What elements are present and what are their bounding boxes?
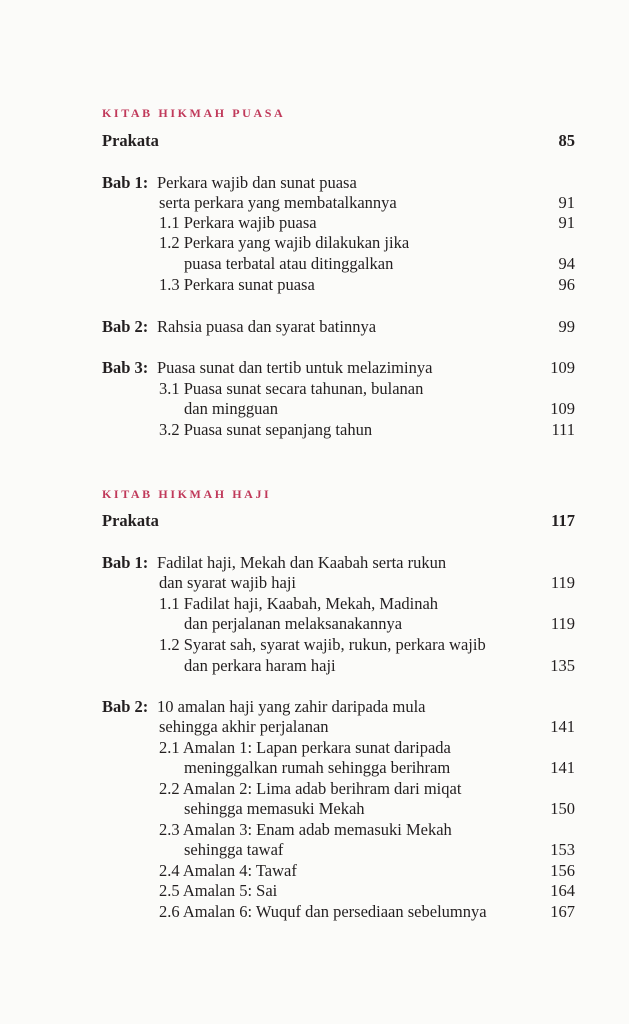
page-number: 156 [550,861,575,880]
entry-text: 2.2 Amalan 2: Lima adab berihram dari miqat [159,779,462,798]
toc-entry [0,193,629,213]
page-number: 119 [550,614,575,633]
toc-entry [0,799,629,819]
page-number: 153 [550,840,575,859]
toc-prakata-haji [0,511,629,531]
toc-entry [0,254,629,274]
bab-label: Bab 1: [102,553,149,572]
entry-text: 1.2 Perkara yang wajib dilakukan jika [159,233,410,252]
toc-entry [0,573,629,593]
toc-entry [0,594,629,614]
toc-entry [0,840,629,860]
entry-text: dan perjalanan melaksanakannya [184,614,403,633]
toc-entry [0,881,629,901]
page-number: 141 [550,717,575,736]
toc-entry [0,902,629,922]
entry-text: 1.1 Fadilat haji, Kaabah, Mekah, Madinah [159,594,439,613]
toc-entry [0,861,629,881]
toc-entry [0,213,629,233]
entry-text: 2.5 Amalan 5: Sai [159,881,278,900]
page-number: 119 [550,573,575,592]
page-number: 91 [558,213,575,232]
toc-entry [0,233,629,253]
entry-text: meninggalkan rumah sehingga berihram [184,758,451,777]
entry-text: dan syarat wajib haji [159,573,296,592]
prakata-label: Prakata [102,511,159,530]
toc-entry [0,717,629,737]
toc-entry [0,779,629,799]
toc-entry [0,275,629,295]
entry-text: 1.3 Perkara sunat puasa [159,275,315,294]
entry-text: sehingga tawaf [184,840,284,859]
entry-text: sehingga akhir perjalanan [159,717,329,736]
entry-text: Rahsia puasa dan syarat batinnya [157,317,377,336]
page-number: 135 [550,656,575,675]
entry-text: dan mingguan [184,399,278,418]
prakata-label: Prakata [102,131,159,150]
page-number: 109 [550,358,575,377]
entry-text: 2.4 Amalan 4: Tawaf [159,861,297,880]
toc-entry [0,173,629,193]
page-number: 167 [550,902,575,921]
bab-label: Bab 2: [102,317,149,336]
toc-entry [0,656,629,676]
entry-text: puasa terbatal atau ditinggalkan [184,254,394,273]
page-number: 91 [558,193,575,212]
section-title-haji: KITAB HIKMAH HAJI [102,487,272,501]
toc-entry [0,820,629,840]
toc-entry [0,553,629,573]
page-number: 109 [550,399,575,418]
toc-entry [0,317,629,337]
entry-text: sehingga memasuki Mekah [184,799,365,818]
toc-entry [0,358,629,378]
entry-text: serta perkara yang membatalkannya [159,193,397,212]
bab-label: Bab 3: [102,358,149,377]
section-title-puasa: KITAB HIKMAH PUASA [102,106,286,120]
entry-text: 1.1 Perkara wajib puasa [159,213,317,232]
toc-entry [0,614,629,634]
bab-label: Bab 1: [102,173,149,192]
toc-entry [0,635,629,655]
entry-text: Fadilat haji, Mekah dan Kaabah serta rukun [157,553,447,572]
page-number: 111 [551,420,575,439]
toc-entry [0,738,629,758]
page-number: 164 [550,881,575,900]
entry-text: 1.2 Syarat sah, syarat wajib, rukun, perkara wajib [159,635,486,654]
page-number: 96 [558,275,575,294]
bab-label: Bab 2: [102,697,149,716]
toc-prakata-puasa [0,131,629,151]
toc-entry [0,379,629,399]
entry-text: 2.3 Amalan 3: Enam adab memasuki Mekah [159,820,452,839]
entry-text: 2.1 Amalan 1: Lapan perkara sunat daripada [159,738,451,757]
toc-entry [0,697,629,717]
toc-entry [0,758,629,778]
entry-text: dan perkara haram haji [184,656,336,675]
page-number: 117 [551,511,575,530]
page-number: 94 [558,254,575,273]
toc-entry [0,420,629,440]
page-number: 150 [550,799,575,818]
page-number: 141 [550,758,575,777]
entry-text: Perkara wajib dan sunat puasa [157,173,357,192]
entry-text: 3.2 Puasa sunat sepanjang tahun [159,420,373,439]
page-number: 99 [558,317,575,336]
entry-text: 3.1 Puasa sunat secara tahunan, bulanan [159,379,424,398]
entry-text: 2.6 Amalan 6: Wuquf dan persediaan sebelumnya [159,902,487,921]
entry-text: Puasa sunat dan tertib untuk melaziminya [157,358,433,377]
page-number: 85 [558,131,575,150]
entry-text: 10 amalan haji yang zahir daripada mula [157,697,426,716]
toc-entry [0,399,629,419]
